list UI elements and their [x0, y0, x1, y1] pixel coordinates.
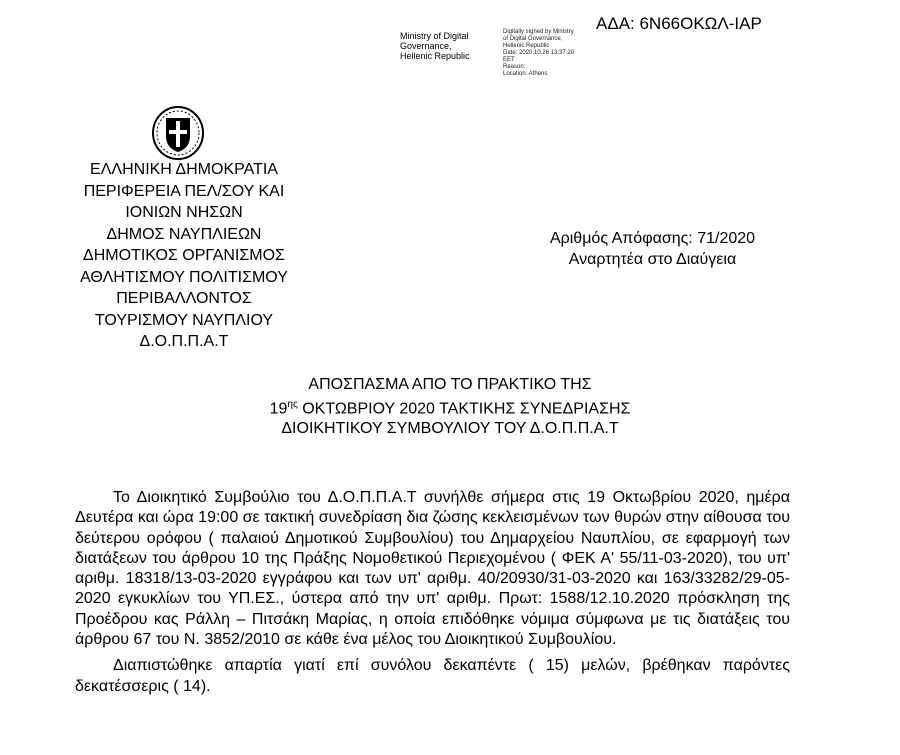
signature-detail-line: Location: Athens — [503, 71, 548, 77]
excerpt-title — [150, 375, 750, 439]
organization-line: ΙΟΝΙΩΝ ΝΗΣΩΝ — [125, 204, 243, 221]
organization-line: ΠΕΡΙΦΕΡΕΙΑ ΠΕΛ/ΣΟΥ ΚΑΙ — [83, 182, 285, 200]
ordinal-suffix: ης — [287, 399, 298, 410]
meeting-day: 19 — [269, 400, 288, 418]
digital-signature-issuer — [400, 31, 470, 61]
organization-line: ΑΘΛΗΤΙΣΜΟΥ ΠΟΛΙΤΙΣΜΟΥ — [80, 268, 288, 286]
organization-header — [40, 159, 328, 353]
greek-coat-of-arms-icon — [151, 106, 205, 160]
excerpt-line: ΑΠΟΣΠΑΣΜΑ ΑΠΟ ΤΟ ΠΡΑΚΤΙΚΟ ΤΗΣ — [308, 376, 592, 393]
organization-line: Δ.Ο.Π.Π.Α.Τ — [139, 333, 229, 350]
signature-detail-line: Reason: — [503, 64, 526, 70]
signature-detail-line: Digitally signed by Ministry — [503, 29, 574, 35]
signature-detail-line: Hellenic Republic — [503, 43, 550, 49]
decision-number: Αριθμός Απόφασης: 71/2020 — [549, 230, 756, 247]
signature-issuer-line: Governance, — [400, 41, 452, 51]
organization-line: ΔΗΜΟΣ ΝΑΥΠΛΙΕΩΝ — [106, 225, 262, 243]
organization-line: ΔΗΜΟΤΙΚΟΣ ΟΡΓΑΝΙΣΜΟΣ — [83, 247, 285, 264]
signature-issuer-line: Ministry of Digital — [400, 31, 469, 41]
excerpt-line: ΔΙΟΙΚΗΤΙΚΟΥ ΣΥΜΒΟΥΛΙΟΥ ΤΟΥ Δ.Ο.Π.Π.Α.Τ — [281, 420, 619, 438]
meeting-date-rest: ΟΚΤΩΒΡΙΟΥ 2020 ΤΑΚΤΙΚΗΣ ΣΥΝΕΔΡΙΑΣΗΣ — [297, 400, 631, 418]
excerpt-line — [150, 395, 750, 419]
diavgeia-note: Αναρτητέα στο Διαύγεια — [568, 251, 737, 268]
organization-line: ΠΕΡΙΒΑΛΛΟΝΤΟΣ — [116, 290, 252, 307]
minutes-paragraph: Διαπιστώθηκε απαρτία γιατί επί συνόλου δεκαπέντε ( 15) μελών, βρέθηκαν παρόντες δεκατέσσερις ( 14). — [75, 657, 790, 695]
decision-info — [520, 228, 785, 270]
signature-detail-line: Date: 2020.10.26 13:37:20 — [503, 50, 575, 56]
signature-detail-line: of Digital Governance, — [503, 36, 563, 42]
organization-line: ΤΟΥΡΙΣΜΟΥ ΝΑΥΠΛΙΟΥ — [94, 311, 274, 329]
organization-line: ΕΛΛΗΝΙΚΗ ΔΗΜΟΚΡΑΤΙΑ — [90, 161, 278, 178]
minutes-body — [75, 488, 790, 703]
ada-code: ΑΔΑ: 6Ν66ΟΚΩΛ-ΙΑΡ — [596, 14, 762, 33]
digital-signature-details — [503, 29, 574, 78]
signature-detail-line: EET — [503, 57, 515, 63]
minutes-paragraph: Το Διοικητικό Συμβούλιο του Δ.Ο.Π.Π.Α.Τ συνήλθε σήμερα στις 19 Οκτωβρίου 2020, ημέρα Δευτέρα και ώρα 19:00 σε τακτική συνεδρίαση δια ζώσης κεκλεισμένων των θυρών στην αίθουσα του δεύτερου ορόφου ( παλαιού Δημοτικού Συμβουλίου) του Δημαρχείου Ναυπλίου, σε εφαρμογή των διατάξεων του άρθρου 10 της Πράξης Νομοθετικού Περιεχομένου ( ΦΕΚ Α' 55/11-03-2020), του υπ' αριθμ. 18318/13-03-2020 εγγράφου και των υπ' αριθμ. 40/20930/31-03-2020 και 163/33282/29-05-2020 εγκυκλίων του ΥΠ.ΕΣ., ύστερα από την υπ' αριθμ. Πρωτ: 1588/12.10.2020 πρόσκληση της Προέδρου κας Ράλλη – Πιτσάκη Μαρίας, η οποία επιδόθηκε νόμιμα σύμφωνα με τις διατάξεις του άρθρου 67 του Ν. 3852/2010 σε κάθε ένα μέλος του Διοικητικού Συμβουλίου. — [75, 489, 790, 649]
signature-issuer-line: Hellenic Republic — [400, 51, 470, 61]
